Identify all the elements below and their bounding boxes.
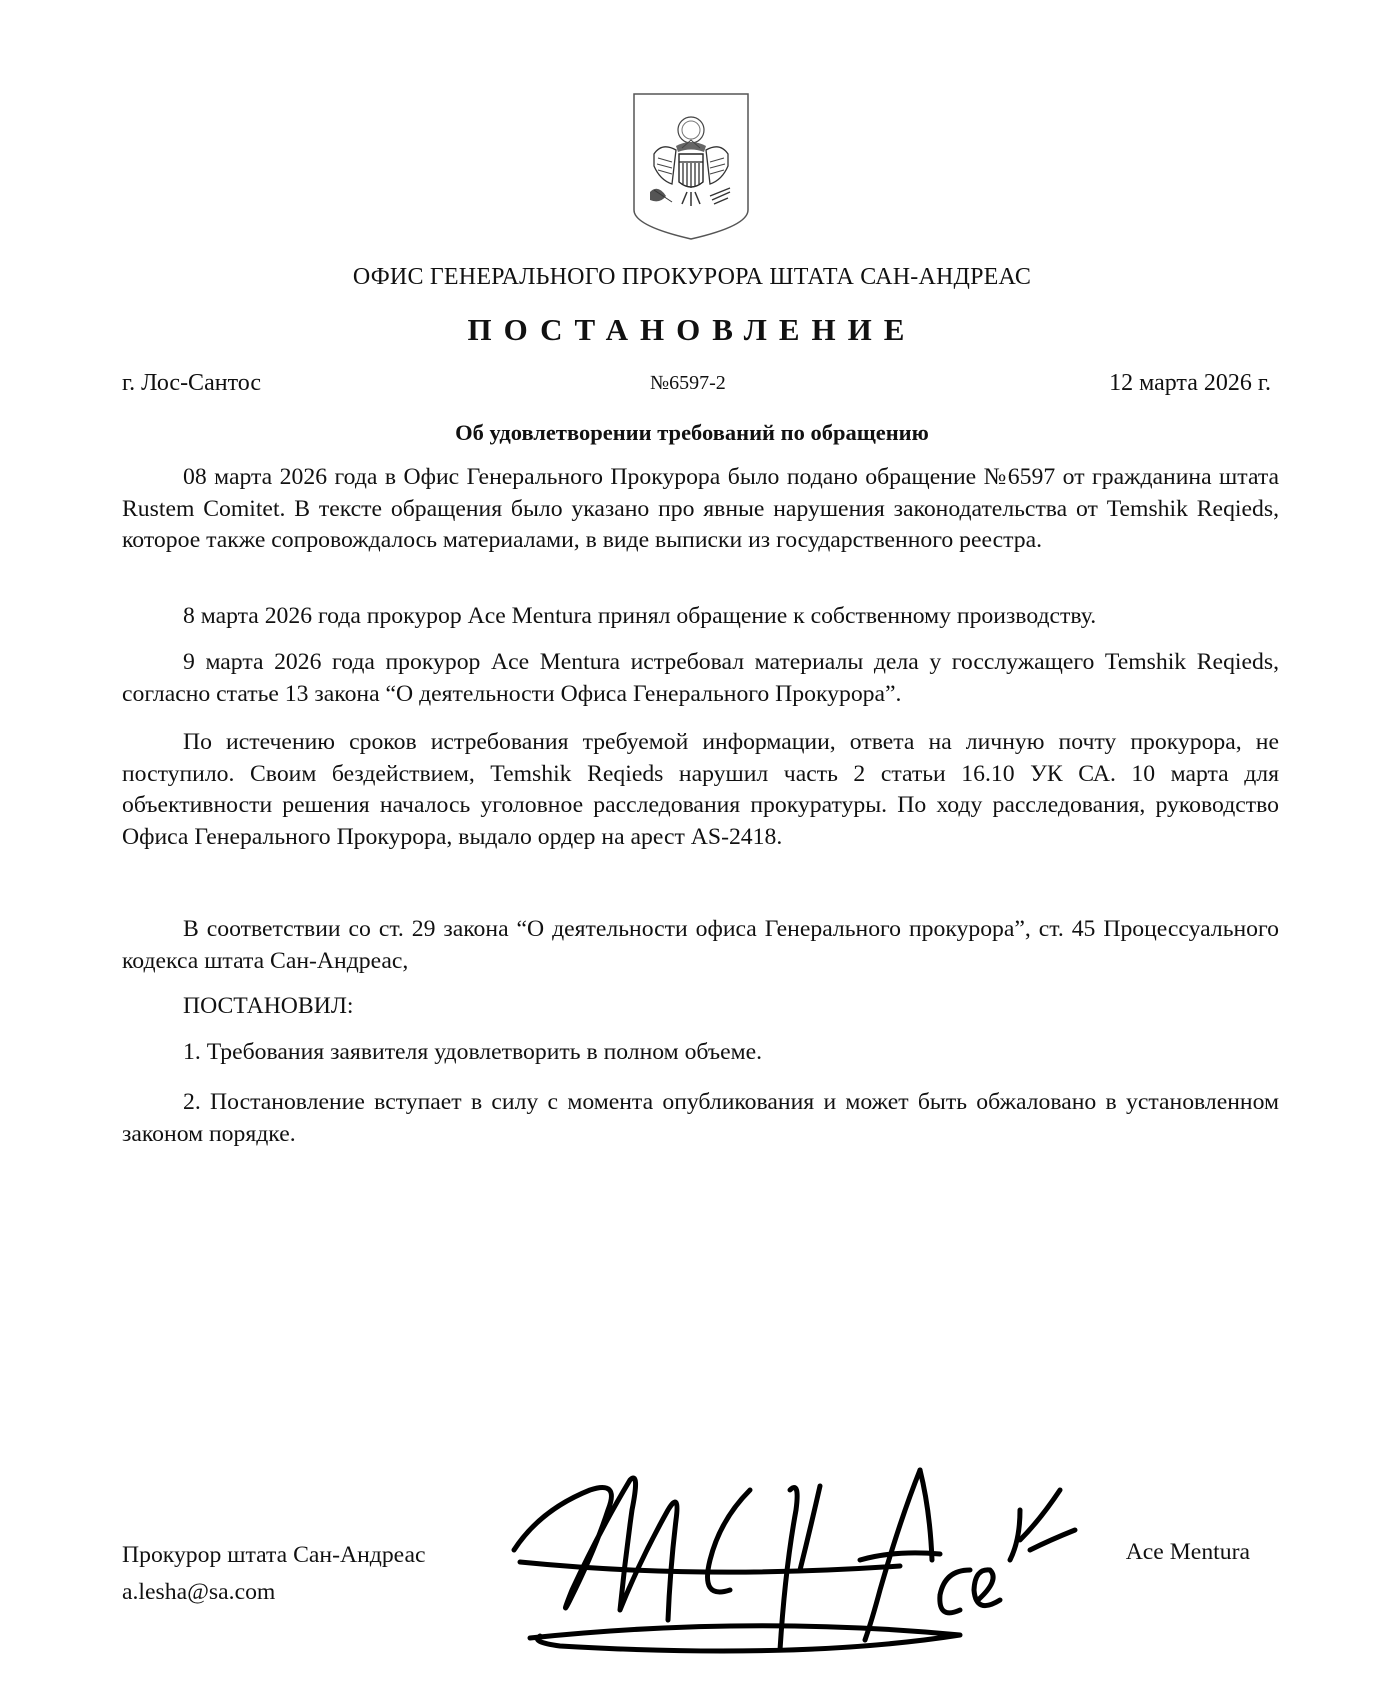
resolution-heading — [122, 991, 1279, 1023]
paragraph-text: 2. Постановление вступает в силу с момента опубликования и может быть обжаловано в установленном законом порядке. — [122, 1089, 1279, 1147]
paragraph-text: 08 марта 2026 года в Офис Генерального Прокурора было подано обращение №6597 от гражданина штата Rustem Comitet. В тексте обращения было указано про явные нарушения законодательства от Temshik Reqieds, которое также сопровождалось материалами, в виде выписки из государственного реестра. — [122, 464, 1279, 553]
paragraph-4 — [122, 727, 1279, 853]
document-subject: Об удовлетворении требований по обращению — [455, 420, 929, 445]
city: г. Лос-Сантос — [122, 370, 261, 396]
paragraph-text: 1. Требования заявителя удовлетворить в полном объеме. — [183, 1039, 763, 1065]
paragraph-text: По истечению сроков истребования требуемой информации, ответа на личную почту прокурора, не поступило. Своим бездействием, Temshik Reqieds нарушил часть 2 статьи 16.10 УК СА. 10 марта для объективности решения началось уголовное расследования прокуратуры. По ходу расследования, руководство Офиса Генерального Прокурора, выдало ордер на арест AS-2418. — [122, 729, 1279, 850]
paragraph-2 — [122, 601, 1279, 633]
signer-details — [122, 1537, 426, 1611]
office-name: ОФИС ГЕНЕРАЛЬНОГО ПРОКУРОРА ШТАТА САН-АНДРЕАС — [352, 264, 1032, 290]
paragraph-3 — [122, 647, 1279, 710]
eagle-coat-of-arms-icon — [632, 92, 750, 241]
signer-name: Ace Mentura — [1125, 1539, 1250, 1565]
paragraph-1 — [122, 462, 1279, 557]
page-title: ПОСТАНОВЛЕНИЕ — [467, 312, 917, 347]
document-date: 12 марта 2026 г. — [1109, 370, 1271, 396]
handwritten-signature-icon — [500, 1450, 1080, 1680]
paragraph-text: 8 марта 2026 года прокурор Ace Mentura принял обращение к собственному производству. — [183, 603, 1097, 629]
paragraph-text: В соответствии со ст. 29 закона “О деятельности офиса Генерального прокурора”, ст. 45 Процессуального кодекса штата Сан-Андреас, — [122, 916, 1279, 974]
paragraph-text: ПОСТАНОВИЛ: — [183, 993, 354, 1019]
signer-email: a.lesha@sa.com — [122, 1579, 276, 1605]
resolution-item-1 — [122, 1037, 1279, 1069]
paragraph-5 — [122, 914, 1279, 977]
resolution-item-2 — [122, 1087, 1279, 1150]
signer-position: Прокурор штата Сан-Андреас — [122, 1542, 426, 1568]
document-number: №6597-2 — [650, 372, 726, 394]
paragraph-text: 9 марта 2026 года прокурор Ace Mentura истребовал материалы дела у госслужащего Temshik Reqieds, согласно статье 13 закона “О деятельности Офиса Генерального Прокурора”. — [122, 649, 1279, 707]
